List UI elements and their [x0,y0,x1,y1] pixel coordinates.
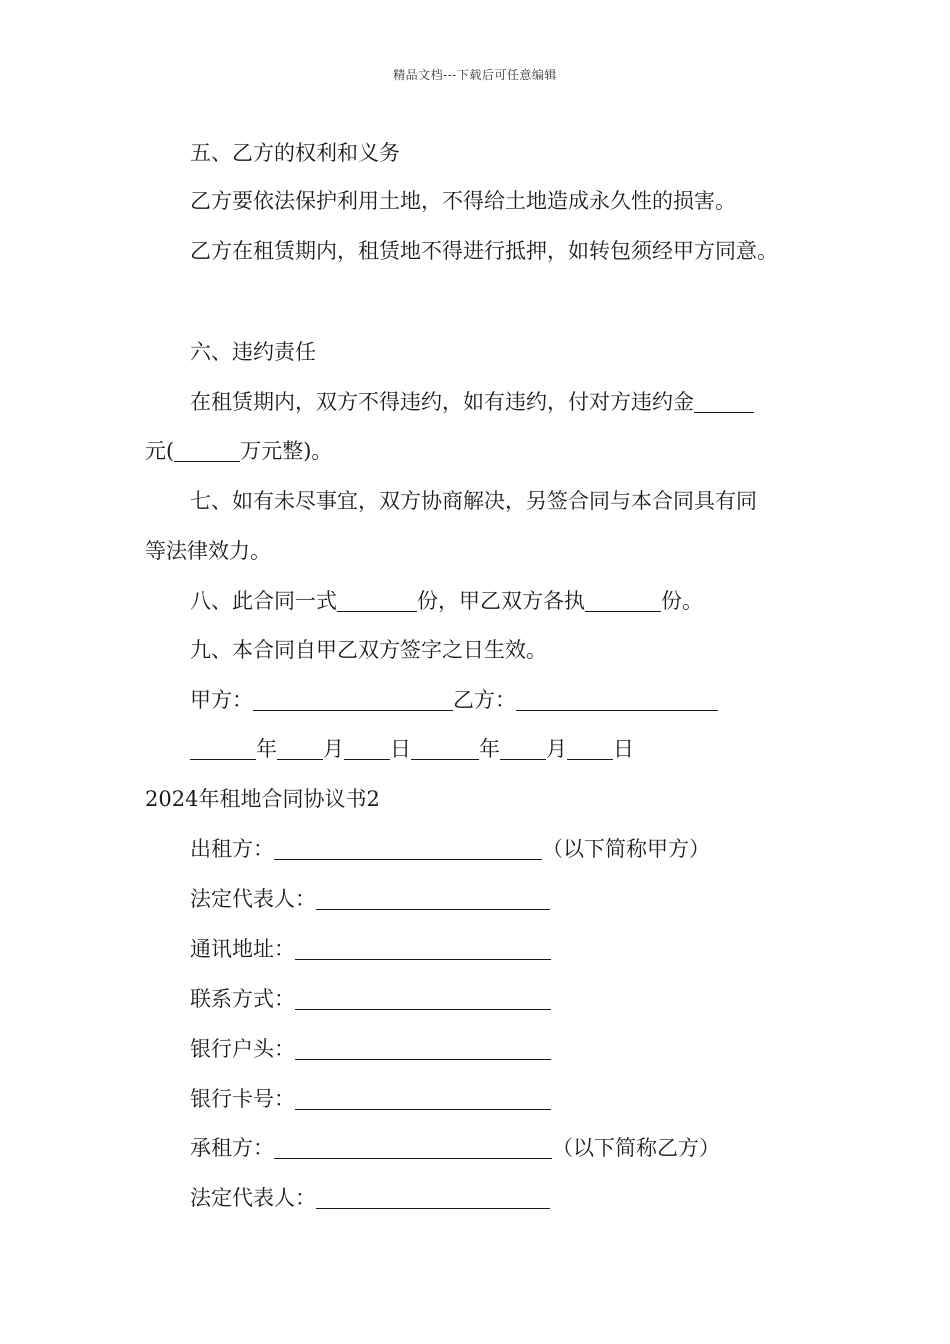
legal-rep2-blank [316,1188,550,1209]
bank-account-name-blank [295,1039,551,1060]
section8 [190,587,703,615]
section6-text: 在租赁期内，双方不得违约，如有违约，付对方违约金 [190,390,694,414]
yuan-text: 元( [145,439,175,463]
day-label-b: 日 [613,737,634,761]
penalty-amount-blank [694,392,754,413]
section8-text-a: 八、此合同一式 [190,589,337,613]
copies-each-blank [585,591,661,612]
day-label-a: 日 [390,737,411,761]
month-blank-a [277,739,323,760]
year-label-b: 年 [479,737,500,761]
signature-line [190,686,718,714]
party-b-label: 乙方： [453,688,516,712]
day-blank-b [567,739,613,760]
lessor-note: （以下简称甲方） [542,837,710,861]
year-blank-b [411,739,479,760]
lessor-label: 出租方： [190,837,274,861]
legal-rep-field [190,885,550,913]
section6-paragraph-line1 [190,388,754,416]
contract2-title: 2024年租地合同协议书2 [145,787,380,811]
lessee-label: 承租方： [190,1136,274,1160]
party-b-signature-blank [516,690,718,711]
party-a-signature-blank [253,690,453,711]
section5-paragraph2: 乙方在租赁期内，租赁地不得进行抵押，如转包须经甲方同意。 [190,239,778,263]
party-a-label: 甲方： [190,688,253,712]
contact-blank [295,989,551,1010]
legal-rep2-field [190,1184,550,1212]
legal-rep-blank [316,889,550,910]
bank-card-label: 银行卡号： [190,1087,295,1111]
month-label-b: 月 [546,737,567,761]
address-blank [295,939,551,960]
address-field [190,935,551,963]
month-blank-b [500,739,546,760]
section9: 九、本合同自甲乙双方签字之日生效。 [190,638,547,662]
section7-line2: 等法律效力。 [145,539,271,563]
bank-account-name-label: 银行户头： [190,1037,295,1061]
bank-card-field [190,1085,551,1113]
section6-paragraph-line2 [145,437,332,465]
lessee-field [190,1134,720,1162]
lessor-blank [274,839,542,860]
section8-text-b: 份，甲乙双方各执 [417,589,585,613]
contact-field [190,985,551,1013]
contact-label: 联系方式： [190,987,295,1011]
penalty-wan-blank [174,441,240,462]
address-label: 通讯地址： [190,937,295,961]
legal-rep2-label: 法定代表人： [190,1186,316,1210]
bank-account-name-field [190,1035,551,1063]
date-line [190,735,634,763]
section8-text-c: 份。 [661,589,703,613]
section5-paragraph1: 乙方要依法保护利用土地，不得给土地造成永久性的损害。 [190,189,736,213]
month-label-a: 月 [323,737,344,761]
bank-card-blank [295,1089,551,1110]
copies-total-blank [337,591,417,612]
lessor-field [190,835,710,863]
lessee-blank [274,1138,552,1159]
section6-title: 六、违约责任 [190,340,316,364]
lessee-note: （以下简称乙方） [552,1136,720,1160]
wan-yuan-text: 万元整)。 [240,439,333,463]
year-blank-a [190,739,256,760]
section5-title: 五、乙方的权利和义务 [190,141,400,165]
year-label-a: 年 [256,737,277,761]
section7-line1: 七、如有未尽事宜，双方协商解决，另签合同与本合同具有同 [190,489,757,513]
page-header: 精品文档---下载后可任意编辑 [393,68,557,82]
day-blank-a [344,739,390,760]
legal-rep-label: 法定代表人： [190,887,316,911]
